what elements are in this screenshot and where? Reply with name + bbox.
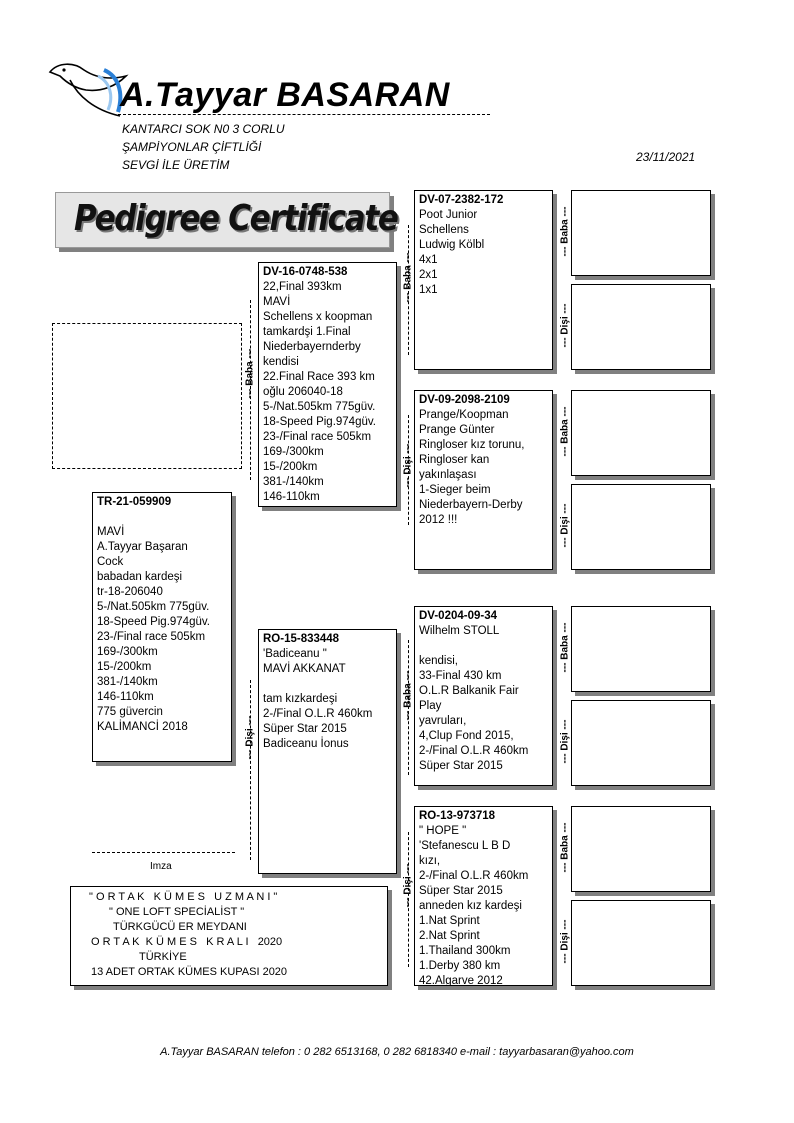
pedigree-line: 169-/300km [263,446,324,458]
loft-line: O R T A K K Ü M E S K R A L I 2020 [91,936,283,948]
pedigree-line: Niederbayernderby [263,341,361,353]
pedigree-line: 146-110km [263,491,320,503]
pedigree-line: 1-Sieger beim [419,484,491,496]
ancestor-box-empty [571,806,711,892]
pedigree-line: Wilhelm STOLL [419,625,500,637]
mother-label: --- Dişi --- [559,919,571,964]
ancestor-box-empty [571,484,711,570]
sire-sire-box [414,190,553,370]
pedigree-line: Ringloser kan [419,454,490,466]
pedigree-line: 42.Algarve 2012 [419,975,503,986]
ancestor-box-empty [571,606,711,692]
sire-dam-ring-id: DV-09-2098-2109 [419,394,510,406]
pedigree-line: Prange/Koopman [419,409,509,421]
dam-sire-ring-id: DV-0204-09-34 [419,610,497,622]
pedigree-line: tr-18-206040 [97,586,163,598]
footer-contact: A.Tayyar BASARAN telefon : 0 282 6513168, 0 282 6818340 e-mail : tayyarbasaran@yahoo.com [160,1046,634,1058]
pedigree-line: Süper Star 2015 [419,760,503,772]
pedigree-line: Süper Star 2015 [263,723,347,735]
dam-dam-ring-id: RO-13-973718 [419,810,496,822]
sire-sire-father-label: --- Baba --- [402,252,414,303]
pedigree-line: kendisi [263,356,299,368]
brand-underline [118,114,490,115]
pedigree-line: 2-/Final O.L.R 460km [419,745,529,757]
certificate-title: Pedigree Certificate [74,198,398,239]
pedigree-line [419,639,548,654]
pedigree-line: Schellens x koopman [263,311,373,323]
pedigree-line: 2.Nat Sprint [419,930,480,942]
pedigree-line: tam kızkardeşi [263,693,338,705]
pedigree-line: KALİMANCİ 2018 [97,721,188,733]
photo-placeholder [52,323,242,469]
loft-line: 13 ADET ORTAK KÜMES KUPASI 2020 [91,966,288,978]
ancestor-box-empty [571,390,711,476]
loft-info-box [70,886,388,986]
pedigree-line: 15-/200km [263,461,318,473]
pedigree-line: 2012 !!! [419,514,458,526]
address-line: KANTARCI SOK N0 3 CORLU [122,122,285,136]
pedigree-line: 146-110km [97,691,154,703]
pedigree-line: yavruları, [419,715,467,727]
pedigree-line: 1x1 [419,284,438,296]
pedigree-line: " HOPE " [419,825,467,837]
dam-mother-label: --- Dişi --- [244,715,256,760]
pedigree-line: 18-Speed Pig.974güv. [263,416,376,428]
sire-lines [263,280,392,505]
dam-dam-box [414,806,553,986]
certificate-title-banner [55,192,398,248]
pedigree-line: 1.Thailand 300km [419,945,511,957]
mother-label: --- Dişi --- [559,303,571,348]
pedigree-line: MAVİ [263,296,291,308]
father-label: --- Baba --- [559,822,571,873]
father-label: --- Baba --- [559,206,571,257]
pedigree-line: A.Tayyar Başaran [97,541,188,553]
pedigree-line: 169-/300km [97,646,158,658]
pedigree-line: 'Stefanescu L B D [419,840,511,852]
sire-sire-lines [419,208,548,298]
dam-sire-father-label: --- Baba --- [402,670,414,721]
pedigree-line: 5-/Nat.505km 775güv. [97,601,210,613]
pedigree-line: MAVİ AKKANAT [263,663,346,675]
pedigree-line: Prange Günter [419,424,495,436]
pedigree-line: babadan kardeşi [97,571,183,583]
loft-line: TÜRKGÜCÜ ER MEYDANI [113,921,247,933]
pedigree-line: 'Badiceanu " [263,648,327,660]
father-label: --- Baba --- [559,622,571,673]
pedigree-line: Badiceanu İonus [263,738,349,750]
address-line: SEVGİ İLE ÜRETİM [122,158,230,172]
pedigree-line: Poot Junior [419,209,478,221]
pedigree-line: 23-/Final race 505km [263,431,372,443]
pedigree-line: Süper Star 2015 [419,885,503,897]
pedigree-line: 381-/140km [97,676,158,688]
pedigree-line [263,677,392,692]
pedigree-line: Cock [97,556,124,568]
connector-line [408,832,409,967]
sire-father-label: --- Baba --- [244,348,256,399]
pedigree-line: Ringloser kız torunu, [419,439,525,451]
pedigree-line: anneden kız kardeşi [419,900,522,912]
pedigree-line: yakınlaşası [419,469,477,481]
loft-line: " ONE LOFT SPECİALİST " [109,906,245,918]
connector-line [250,680,251,860]
dam-ring-id: RO-15-833448 [263,633,340,645]
address-block [122,120,284,174]
pedigree-line: O.L.R Balkanik Fair [419,685,519,697]
sire-sire-ring-id: DV-07-2382-172 [419,194,504,206]
certificate-date: 23/11/2021 [636,150,696,164]
subject-ring-id: TR-21-059909 [97,496,172,508]
ancestor-box-empty [571,284,711,370]
pedigree-line: 4x1 [419,254,438,266]
pedigree-line: Ludwig Kölbl [419,239,485,251]
subject-box [92,492,232,762]
pedigree-line: kendisi, [419,655,458,667]
pedigree-line: 23-/Final race 505km [97,631,206,643]
brand-name: A.Tayyar BASARAN [120,76,450,114]
pedigree-line: 2-/Final O.L.R 460km [419,870,529,882]
sire-ring-id: DV-16-0748-538 [263,266,348,278]
ancestor-box-empty [571,190,711,276]
ancestor-box-empty [571,900,711,986]
pedigree-line: MAVİ [97,526,125,538]
pedigree-line: 18-Speed Pig.974güv. [97,616,210,628]
ancestor-box-empty [571,700,711,786]
pedigree-line: 1.Derby 380 km [419,960,501,972]
pedigree-line: 22.Final Race 393 km [263,371,375,383]
connector-line [250,300,251,480]
pedigree-line: 2-/Final O.L.R 460km [263,708,373,720]
sire-dam-box [414,390,553,570]
pedigree-line: 5-/Nat.505km 775güv. [263,401,376,413]
pedigree-line: 1.Nat Sprint [419,915,480,927]
address-line: ŞAMPİYONLAR ÇİFTLİĞİ [122,140,262,154]
signature-label: Imza [150,861,172,872]
signature-line [92,852,235,853]
pedigree-line: Schellens [419,224,469,236]
mother-label: --- Dişi --- [559,503,571,548]
mother-label: --- Dişi --- [559,719,571,764]
dam-sire-lines [419,624,548,774]
subject-lines [97,510,227,735]
connector-line [408,225,409,355]
father-label: --- Baba --- [559,406,571,457]
dam-sire-box [414,606,553,786]
sire-dam-lines [419,408,548,528]
connector-line [408,640,409,775]
pedigree-line: Niederbayern-Derby [419,499,523,511]
pedigree-line [97,510,227,525]
loft-line: " O R T A K K Ü M E S U Z M A N I " [89,891,278,903]
pedigree-line: 381-/140km [263,476,324,488]
dam-dam-mother-label: --- Dişi --- [402,863,414,908]
pedigree-line: 775 güvercin [97,706,163,718]
pedigree-line: kızı, [419,855,441,867]
pedigree-line: 33-Final 430 km [419,670,502,682]
dam-lines [263,647,392,752]
dam-box [258,629,397,874]
loft-line: TÜRKİYE [139,951,187,963]
dam-dam-lines [419,824,548,986]
pedigree-line: 22,Final 393km [263,281,342,293]
sire-dam-mother-label: --- Dişi --- [402,443,414,488]
pedigree-line: 4,Clup Fond 2015, [419,730,514,742]
pedigree-line: 2x1 [419,269,438,281]
sire-box [258,262,397,507]
pedigree-line: 15-/200km [97,661,152,673]
pedigree-line: oğlu 206040-18 [263,386,343,398]
pedigree-line: Play [419,700,442,712]
pedigree-line: tamkardşi 1.Final [263,326,351,338]
connector-line [408,415,409,525]
